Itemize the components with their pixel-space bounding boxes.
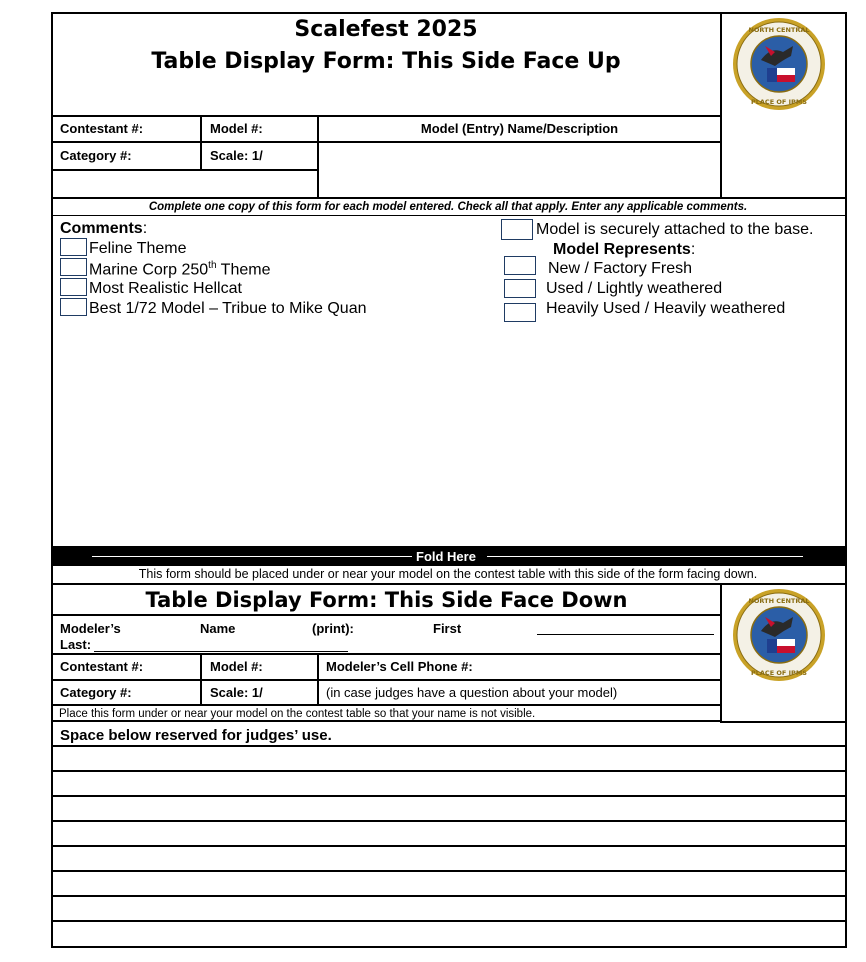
first-label: First	[433, 621, 462, 636]
hellcat-label: Most Realistic Hellcat	[89, 280, 242, 297]
form-title-bottom: Table Display Form: This Side Face Down	[145, 588, 628, 612]
new-factory-label: New / Factory Fresh	[548, 260, 693, 277]
svg-text:PLACE OF IPMS: PLACE OF IPMS	[751, 669, 807, 677]
frame-top	[51, 12, 847, 14]
marine-theme-suffix: Theme	[216, 261, 271, 279]
svg-text:NORTH CENTRAL: NORTH CENTRAL	[748, 26, 810, 34]
scale-label-bottom: Scale: 1/	[210, 685, 263, 700]
seal-box-left-top	[720, 12, 722, 198]
cell-phone-label: Modeler’s Cell Phone #:	[326, 659, 473, 674]
heavily-weathered-checkbox[interactable]	[504, 303, 536, 322]
first-underline[interactable]	[537, 634, 714, 635]
comments-label: Comments	[60, 220, 143, 237]
bottom-grid-line-0	[51, 614, 722, 616]
frame-bottom	[51, 946, 847, 948]
attached-checkbox[interactable]	[501, 219, 533, 240]
feline-theme-label: Feline Theme	[89, 240, 187, 257]
judges-line-3	[51, 795, 847, 797]
new-factory-checkbox[interactable]	[504, 256, 536, 275]
bottom-col-2	[317, 653, 319, 706]
seal-box-bottom-edge	[720, 721, 847, 723]
last-label: Last:	[60, 637, 92, 652]
top-grid-line-4	[51, 197, 847, 199]
top-grid-line-1	[51, 115, 722, 117]
heavily-weathered-label: Heavily Used / Heavily weathered	[546, 300, 786, 317]
marine-theme-label	[89, 261, 270, 278]
form-subtitle-top: Table Display Form: This Side Face Up	[151, 49, 621, 74]
svg-text:PLACE OF IPMS: PLACE OF IPMS	[751, 98, 807, 106]
contestant-label-top: Contestant #:	[60, 121, 144, 136]
bottom-grid-line-3	[51, 704, 722, 706]
bottom-grid-line-4	[51, 720, 722, 722]
judges-line-8	[51, 920, 847, 922]
judges-line-7	[51, 895, 847, 897]
fold-note: This form should be placed under or near your model on the contest table with this side of the form facing down.	[138, 567, 758, 581]
top-col-1	[200, 115, 202, 171]
comments-heading	[60, 221, 147, 237]
best-172-checkbox[interactable]	[60, 298, 87, 316]
attached-label: Model is securely attached to the base.	[536, 221, 814, 238]
judges-reserved-label: Space below reserved for judges’ use.	[60, 727, 332, 744]
ipms-seal-icon	[731, 16, 827, 112]
marine-theme-checkbox[interactable]	[60, 258, 87, 276]
best-172-label: Best 1/72 Model – Tribue to Mike Quan	[89, 300, 367, 317]
fold-line-left	[92, 556, 412, 557]
last-underline	[94, 651, 348, 652]
marine-theme-sup: th	[208, 260, 217, 271]
represents-label: Model Represents	[553, 241, 691, 258]
hellcat-checkbox[interactable]	[60, 278, 87, 296]
model-number-label-top: Model #:	[210, 121, 263, 136]
top-grid-line-3	[51, 169, 319, 171]
contestant-label-bottom: Contestant #:	[60, 659, 144, 674]
marine-theme-text: Marine Corp 250	[89, 261, 209, 279]
category-label-top: Category #:	[60, 148, 132, 163]
scale-label-top: Scale: 1/	[210, 148, 263, 163]
fold-note-line	[51, 583, 847, 585]
represents-colon: :	[690, 241, 696, 258]
fold-here-label: Fold Here	[416, 549, 476, 564]
name-label: Name	[200, 621, 236, 636]
top-grid-line-2	[51, 141, 722, 143]
ipms-seal-icon-bottom	[731, 587, 827, 683]
model-number-label-bottom: Model #:	[210, 659, 263, 674]
svg-text:NORTH CENTRAL: NORTH CENTRAL	[748, 597, 810, 605]
modelers-label: Modeler’s	[60, 621, 121, 636]
form-title-top: Scalefest 2025	[294, 17, 478, 42]
judges-line-4	[51, 820, 847, 822]
feline-theme-checkbox[interactable]	[60, 238, 87, 256]
bottom-col-1	[200, 653, 202, 706]
judges-line-6	[51, 870, 847, 872]
represents-heading	[553, 242, 695, 258]
lightly-weathered-checkbox[interactable]	[504, 279, 536, 298]
instructions-text: Complete one copy of this form for each model entered. Check all that apply. Enter any applicable comments.	[148, 201, 748, 213]
judges-question-note: (in case judges have a question about your model)	[326, 685, 618, 700]
category-label-bottom: Category #:	[60, 685, 132, 700]
print-label: (print):	[312, 621, 354, 636]
frame-left	[51, 12, 53, 948]
frame-right	[845, 12, 847, 948]
bottom-grid-line-2	[51, 679, 722, 681]
lightly-weathered-label: Used / Lightly weathered	[546, 280, 723, 297]
comments-colon: :	[142, 220, 148, 237]
place-note: Place this form under or near your model on the contest table so that your name is not visible.	[59, 708, 536, 720]
model-name-label: Model (Entry) Name/Description	[420, 121, 619, 136]
judges-line-2	[51, 770, 847, 772]
instructions-line	[51, 215, 847, 216]
judges-line-5	[51, 845, 847, 847]
bottom-grid-line-1	[51, 653, 722, 655]
fold-line-right	[487, 556, 803, 557]
judges-line-1	[51, 745, 847, 747]
